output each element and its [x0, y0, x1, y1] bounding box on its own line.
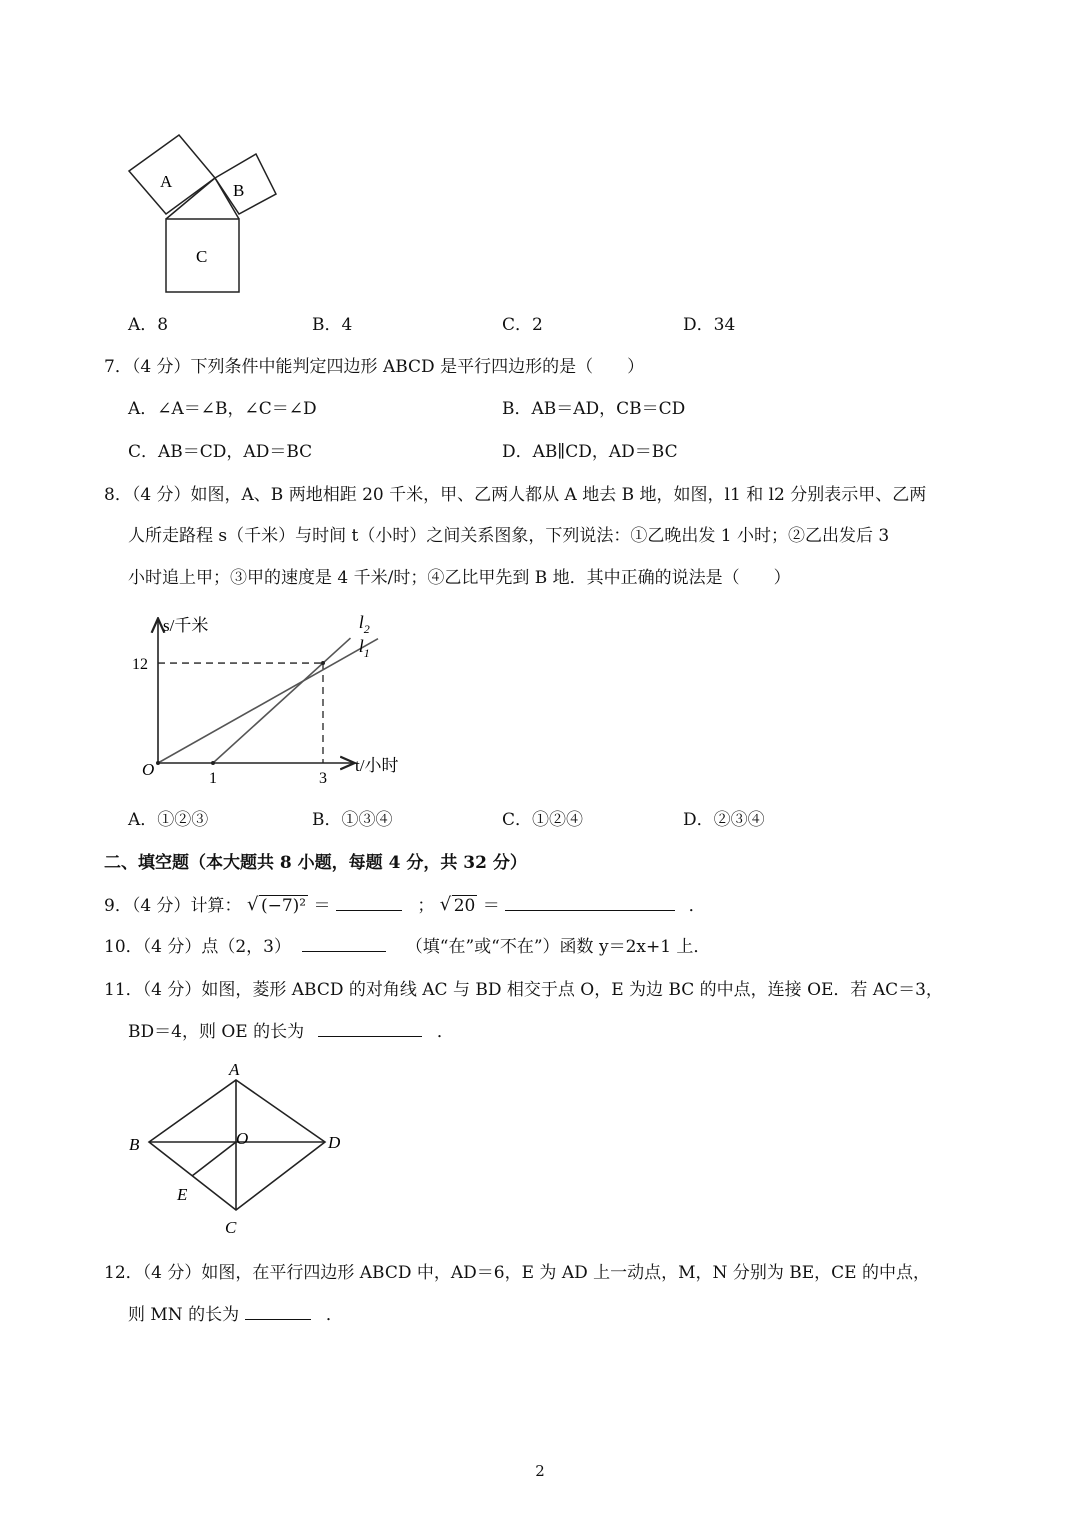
x-axis-label: t/小时: [355, 756, 399, 775]
series-label-l1: [359, 636, 370, 660]
q11-rhombus-figure: [125, 1058, 365, 1238]
q9-answer-blank-1[interactable]: [336, 896, 402, 911]
q9-line: [104, 891, 706, 916]
q11-line2-prefix: BD＝4，则 OE 的长为: [128, 1022, 305, 1042]
q12-answer-blank[interactable]: [245, 1305, 311, 1320]
label-e: E: [177, 1185, 188, 1204]
sqrt-sign: √: [246, 894, 259, 915]
triangle-edge: [166, 178, 215, 219]
point-l2-start: [211, 761, 215, 765]
page-number: 2: [535, 1462, 545, 1480]
q12-end: ．: [325, 1305, 343, 1325]
q12-line-1: 12．（4 分）如图，在平行四边形 ABCD 中，AD＝6，E 为 AD 上一动点，M，N 分别为 BE，CE 的中点，: [104, 1263, 930, 1283]
series-line-l1: [158, 639, 378, 763]
q11-line-1: 11．（4 分）如图，菱形 ABCD 的对角线 AC 与 BD 相交于点 O，E 为边 BC 的中点，连接 OE．若 AC＝3，: [104, 980, 943, 1000]
q9-answer-blank-2[interactable]: [505, 896, 675, 911]
q12-line-2: [128, 1300, 343, 1325]
q6-option-b[interactable]: B．4: [312, 315, 353, 335]
q10-prefix: 10．（4 分）点（2，3）: [104, 937, 291, 957]
q8-option-c[interactable]: C．①②④: [502, 810, 584, 830]
q9-separator: ；: [417, 896, 435, 916]
sqrt-expression-2: [440, 896, 478, 916]
q7-option-b[interactable]: B．AB＝AD，CB＝CD: [502, 399, 686, 419]
q10-suffix: （填“在”或“不在”）函数 y＝2x+1 上．: [405, 937, 711, 957]
label-d: D: [328, 1133, 341, 1152]
label-c: C: [225, 1218, 237, 1237]
l2-letter: l: [358, 612, 364, 633]
point-meet: [321, 661, 325, 665]
label-a: A: [229, 1060, 240, 1079]
y-tick-label: 12: [132, 656, 148, 674]
q6-option-d[interactable]: D．34: [683, 315, 736, 335]
origin-label: O: [142, 760, 155, 779]
segment-oe: [192, 1142, 236, 1176]
q7-option-c[interactable]: C．AB＝CD，AD＝BC: [128, 442, 313, 462]
q9-prefix: 9．（4 分）计算：: [104, 896, 242, 916]
q6-squares-figure: [125, 130, 285, 300]
label-o: O: [236, 1129, 249, 1148]
q8-option-d[interactable]: D．②③④: [683, 810, 765, 830]
q9-equals-2: ＝: [482, 896, 500, 916]
series-label-l2: [359, 612, 370, 636]
l1-letter: l: [358, 636, 364, 657]
q7-option-a[interactable]: A．∠A＝∠B，∠C＝∠D: [128, 399, 317, 419]
sqrt-radicand-1: (−7)²: [260, 896, 307, 916]
q8-stem-line-3: 小时追上甲；③甲的速度是 4 千米/时；④乙比甲先到 B 地．其中正确的说法是（ ）: [128, 568, 791, 588]
y-axis-label: s/千米: [163, 616, 209, 635]
l1-subscript: 1: [363, 646, 370, 661]
q8-stem-line-1: 8．（4 分）如图，A、B 两地相距 20 千米，甲、乙两人都从 A 地去 B 地，如图，l1 和 l2 分别表示甲、乙两: [104, 485, 927, 505]
q8-option-a[interactable]: A．①②③: [128, 810, 209, 830]
q9-equals-1: ＝: [313, 896, 331, 916]
l2-subscript: 2: [363, 622, 370, 637]
q11-line-2: [128, 1017, 454, 1042]
x-tick-label: 3: [319, 770, 327, 787]
q7-option-d[interactable]: D．AB∥CD，AD＝BC: [502, 442, 678, 462]
point-origin: [156, 761, 160, 765]
x-tick-label: 1: [209, 770, 217, 787]
q8-distance-time-chart: [125, 605, 405, 785]
q11-end: ．: [436, 1022, 454, 1042]
section-heading-fill-in: 二、填空题（本大题共 8 小题，每题 4 分，共 32 分）: [104, 853, 527, 873]
sqrt-radicand-2: 20: [453, 896, 476, 916]
sqrt-expression-1: [247, 896, 308, 916]
q11-answer-blank[interactable]: [318, 1022, 422, 1037]
q7-stem: 7．（4 分）下列条件中能判定四边形 ABCD 是平行四边形的是（ ）: [104, 357, 645, 377]
q12-line2-prefix: 则 MN 的长为: [128, 1305, 240, 1325]
label-a: A: [160, 172, 173, 191]
q9-end: ．: [688, 896, 706, 916]
q8-option-b[interactable]: B．①③④: [312, 810, 393, 830]
sqrt-sign: √: [439, 894, 452, 915]
label-c: C: [196, 247, 208, 266]
q8-stem-line-2: 人所走路程 s（千米）与时间 t（小时）之间关系图象，下列说法：①乙晚出发 1 小时；②乙出发后 3: [128, 526, 890, 546]
q10-line: [104, 932, 710, 957]
q6-option-c[interactable]: C．2: [502, 315, 543, 335]
label-b: B: [129, 1135, 140, 1154]
label-b: B: [233, 181, 245, 200]
q10-answer-blank[interactable]: [302, 937, 386, 952]
square-b: [215, 154, 276, 214]
q6-option-a[interactable]: A．8: [128, 315, 169, 335]
series-line-l2: [213, 638, 351, 763]
